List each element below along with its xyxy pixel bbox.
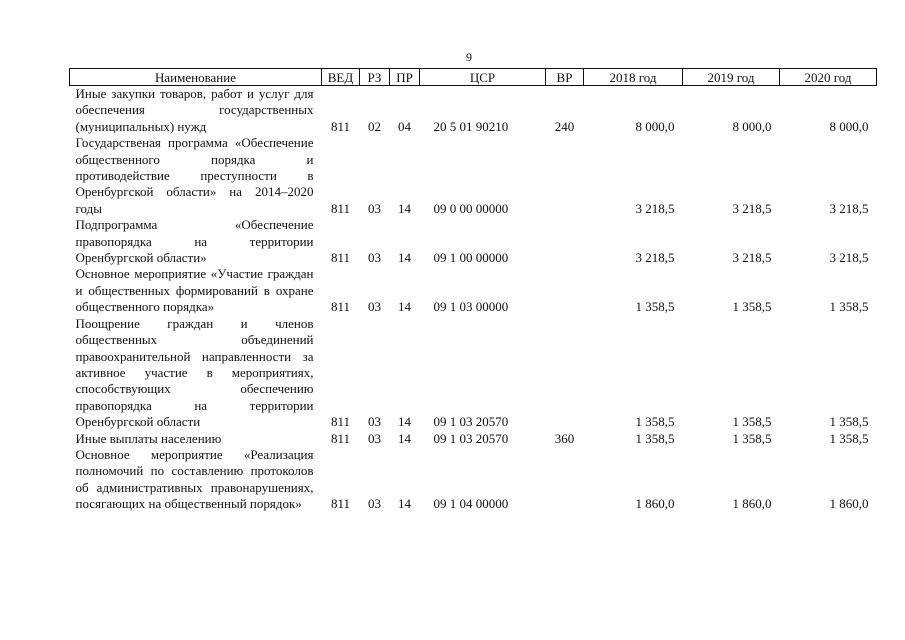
row-ved: 811: [330, 250, 351, 266]
row-2019: 1 358,5: [732, 414, 772, 430]
row-ved: 811: [330, 430, 351, 446]
row-csr: 09 1 04 00000: [433, 496, 509, 512]
header-rz: РЗ: [360, 69, 390, 86]
row-vr: [546, 316, 584, 431]
row-2018: 3 218,5: [635, 250, 675, 266]
row-2018: 3 218,5: [635, 200, 675, 216]
row-rz: 03: [368, 200, 381, 216]
row-rz: 03: [368, 250, 381, 266]
row-rz: 03: [368, 496, 381, 512]
row-2019: 1 358,5: [732, 299, 772, 315]
header-2020: 2020 год: [780, 69, 877, 86]
row-2020: 3 218,5: [829, 250, 869, 266]
row-2019: 1 358,5: [732, 430, 772, 446]
row-2020: 1 358,5: [829, 414, 869, 430]
row-2019: 3 218,5: [732, 200, 772, 216]
header-csr: ЦСР: [420, 69, 546, 86]
row-pr: 04: [398, 118, 411, 134]
row-ved: 811: [330, 299, 351, 315]
row-name: Основное мероприятие «Участие граждан и общественных формирований в охране общественного порядка»: [75, 266, 314, 315]
row-rz: 03: [368, 414, 381, 430]
row-2020: 8 000,0: [829, 118, 869, 134]
row-2019: 8 000,0: [732, 118, 772, 134]
row-csr: 20 5 01 90210: [433, 118, 509, 134]
row-csr: 09 1 03 20570: [433, 430, 509, 446]
row-name: Поощрение граждан и членов общественных объединений правоохранительной направленности за активное участие в мероприятиях, способствующих обеспечению правопорядка на территории Оренбургской области: [75, 315, 314, 430]
row-csr: 09 0 00 00000: [433, 200, 509, 216]
row-csr: 09 1 00 00000: [433, 250, 509, 266]
table-row: [70, 135, 877, 217]
row-2020: 1 358,5: [829, 430, 869, 446]
table-header: [70, 69, 877, 86]
table-row: [70, 316, 877, 431]
table-row: [70, 431, 877, 447]
row-vr: 240: [554, 118, 575, 134]
row-2019: 1 860,0: [732, 496, 772, 512]
row-ved: 811: [330, 118, 351, 134]
row-ved: 811: [330, 496, 351, 512]
row-rz: 02: [368, 118, 381, 134]
row-2018: 1 860,0: [635, 496, 675, 512]
row-pr: 14: [398, 250, 411, 266]
row-csr: 09 1 03 20570: [433, 414, 509, 430]
row-name: Подпрограмма «Обеспечение правопорядка на территории Оренбургской области»: [75, 217, 314, 266]
row-ved: 811: [330, 414, 351, 430]
table-row: [70, 86, 877, 136]
row-name: Иные закупки товаров, работ и услуг для обеспечения государственных (муниципальных) нужд: [75, 86, 314, 134]
row-pr: 14: [398, 414, 411, 430]
row-vr: 360: [554, 430, 575, 446]
row-pr: 14: [398, 200, 411, 216]
row-rz: 03: [368, 299, 381, 315]
row-name: Основное мероприятие «Реализация полномочий по составлению протоколов об административных правонарушениях, посягающих на общественный порядок»: [75, 446, 314, 512]
table-row: [70, 217, 877, 266]
row-2019: 3 218,5: [732, 250, 772, 266]
header-name: Наименование: [70, 69, 322, 86]
row-pr: 14: [398, 430, 411, 446]
budget-table: [69, 68, 877, 513]
table-row: [70, 266, 877, 315]
row-vr: [546, 266, 584, 315]
header-ved: ВЕД: [322, 69, 360, 86]
row-ved: 811: [330, 200, 351, 216]
header-2018: 2018 год: [584, 69, 683, 86]
table-row: [70, 447, 877, 513]
row-2020: 3 218,5: [829, 200, 869, 216]
row-vr: [546, 447, 584, 513]
row-csr: 09 1 03 00000: [433, 299, 509, 315]
page-number: 9: [466, 50, 472, 64]
row-vr: [546, 135, 584, 217]
row-name: Государственая программа «Обеспечение общественного порядка и противодействие преступности в Оренбургской области» на 2014–2020 годы: [75, 135, 314, 216]
header-2019: 2019 год: [683, 69, 780, 86]
table-body: [70, 86, 877, 513]
header-vr: ВР: [546, 69, 584, 86]
row-2018: 8 000,0: [635, 118, 675, 134]
row-vr: [546, 217, 584, 266]
row-name: Иные выплаты населению: [75, 430, 222, 446]
header-row: [70, 69, 877, 86]
row-2018: 1 358,5: [635, 414, 675, 430]
row-2018: 1 358,5: [635, 299, 675, 315]
row-2020: 1 860,0: [829, 496, 869, 512]
header-pr: ПР: [390, 69, 420, 86]
row-2018: 1 358,5: [635, 430, 675, 446]
row-pr: 14: [398, 299, 411, 315]
row-pr: 14: [398, 496, 411, 512]
row-2020: 1 358,5: [829, 299, 869, 315]
row-rz: 03: [368, 430, 381, 446]
